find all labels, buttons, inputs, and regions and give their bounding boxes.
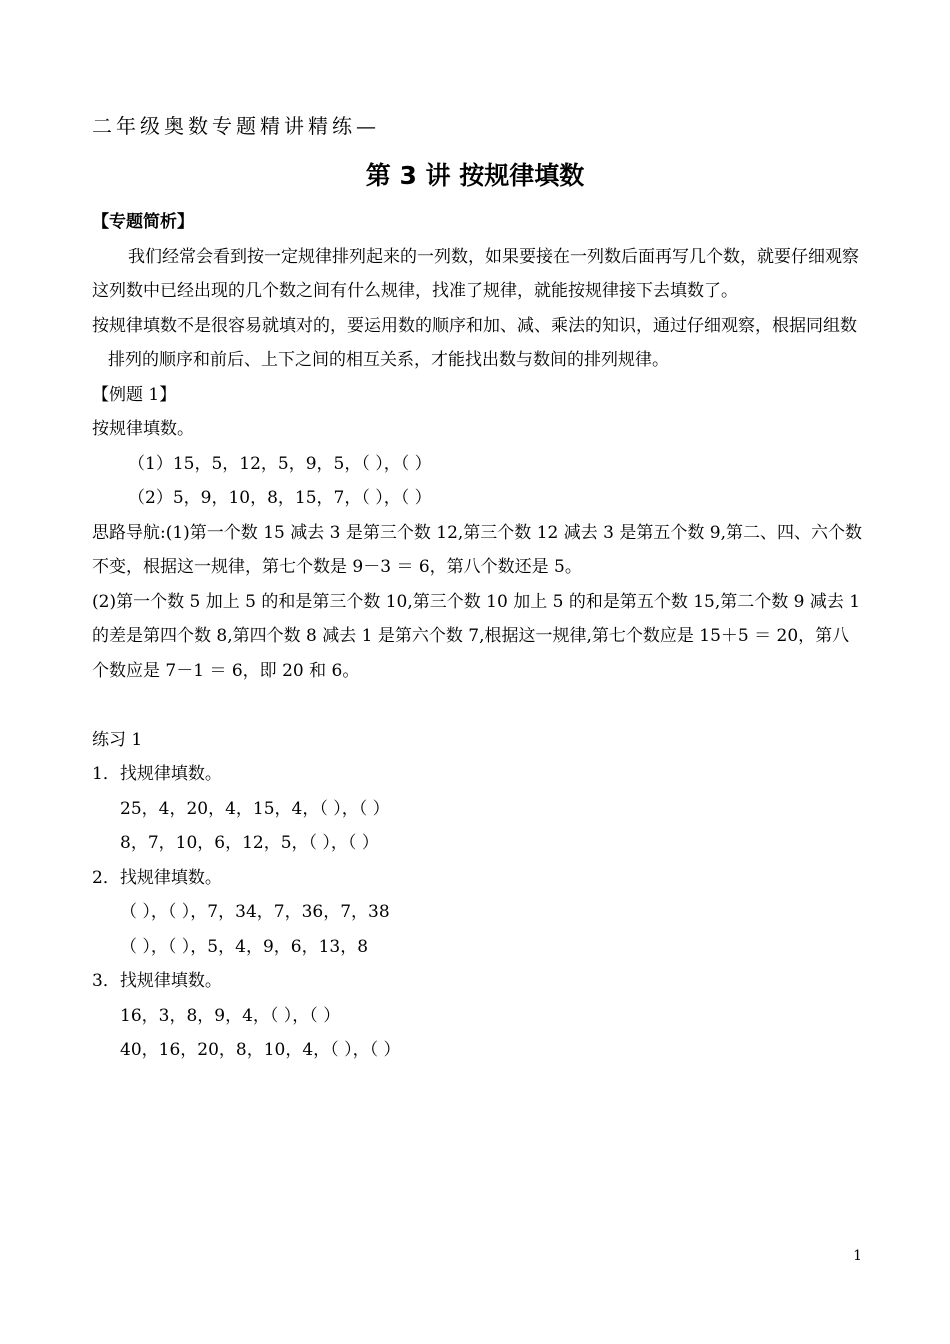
practice-sequence: 8，7，10，6，12，5，（ ），（ ）	[120, 833, 379, 853]
practice-sequence: 16，3，8，9，4，（ ），（ ）	[120, 1005, 341, 1026]
practice-sequence: 25，4，20，4，15，4，（ ），（ ）	[120, 798, 390, 819]
intro-paragraph-1: 我们经常会看到按一定规律排列起来的一列数，如果要接在一列数后面再写几个数，就要仔细观察这列数中已经出现的几个数之间有什么规律，找准了规律，就能按规律接下去填数了。	[92, 246, 859, 301]
practice-question-2: 2．找规律填数。	[92, 867, 222, 888]
series-heading: 二年级奥数专题精讲精练—	[92, 114, 380, 138]
example-solution-1: 思路导航:(1)第一个数 15 减去 3 是第三个数 12,第三个数 12 减去 3 是第五个数 9,第二、四、六个数不变，根据这一规律，第七个数是 9－3 ＝ 6，第八个数还是 5。	[92, 522, 862, 577]
intro-paragraph-2: 按规律填数不是很容易就填对的，要运用数的顺序和加、减、乘法的知识，通过仔细观察，根据同组数排列的顺序和前后、上下之间的相互关系，才能找出数与数间的排列规律。	[92, 315, 857, 370]
practice-heading: 练习 1	[92, 729, 143, 750]
example-item-2: （2）5，9，10，8，15，7，（ ），（ ）	[128, 488, 432, 508]
practice-question-3: 3．找规律填数。	[92, 971, 222, 991]
example-solution-2: (2)第一个数 5 加上 5 的和是第三个数 10,第三个数 10 加上 5 的和是第五个数 15,第二个数 9 减去 1 的差是第四个数 8,第四个数 8 减去 1 是第六个数 7,根据这一规律,第七个数应是 15＋5 ＝ 20，第八个数应是 7－1 ＝ 6，即 20 和 6。	[92, 591, 861, 681]
practice-sequence: （ ），（ ），7，34，7，36，7，38	[120, 902, 390, 922]
document-body	[92, 205, 862, 1068]
practice-sequence: 40，16，20，8，10，4，（ ），（ ）	[120, 1040, 401, 1060]
example-item-1: （1）15，5，12，5，9，5，（ ），（ ）	[128, 453, 432, 474]
practice-question-1: 1．找规律填数。	[92, 764, 222, 784]
lesson-title: 第 3 讲 按规律填数	[365, 161, 585, 190]
section-spacer	[92, 688, 862, 723]
example-prompt: 按规律填数。	[92, 419, 194, 439]
page-number: 1	[853, 1248, 862, 1264]
intro-heading: 【专题简析】	[92, 212, 194, 232]
practice-sequence: （ ），（ ），5，4，9，6，13，8	[120, 936, 369, 957]
example-heading: 【例题 1】	[92, 384, 177, 405]
